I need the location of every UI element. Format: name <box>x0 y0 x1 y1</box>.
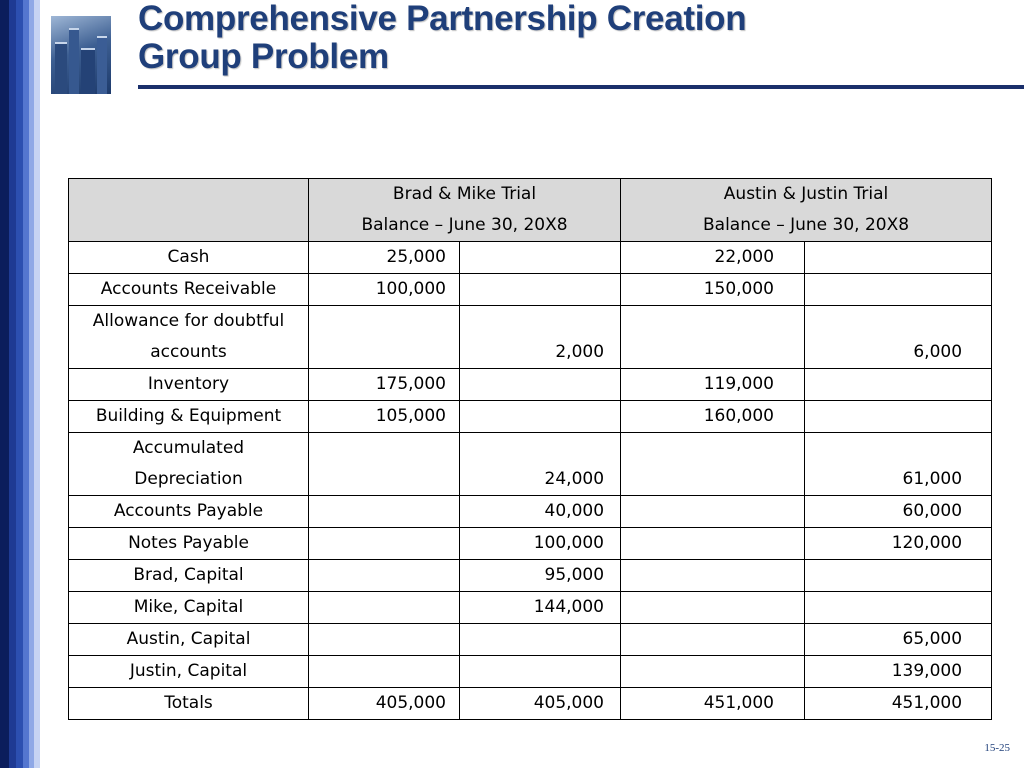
header-brad-mike-line1: Brad & Mike Trial <box>392 184 537 204</box>
table-row <box>69 433 992 496</box>
brad-mike-credit-cell: 40,000 <box>460 496 621 528</box>
austin-justin-debit-cell <box>621 496 805 528</box>
table-row <box>69 306 992 369</box>
account-label-line: Accounts Payable <box>113 501 264 521</box>
account-label <box>69 369 309 401</box>
brad-mike-debit-cell <box>309 496 460 528</box>
table-row <box>69 560 992 592</box>
austin-justin-debit-cell: 22,000 <box>621 242 805 274</box>
account-label <box>69 656 309 688</box>
account-label <box>69 274 309 306</box>
account-label-line: Totals <box>164 693 213 713</box>
trial-balance-table <box>68 178 992 720</box>
account-label-line: Cash <box>167 247 210 267</box>
austin-justin-credit-cell <box>805 592 992 624</box>
austin-justin-debit-cell: 451,000 <box>621 688 805 720</box>
account-label <box>69 401 309 433</box>
austin-justin-credit-cell: 120,000 <box>805 528 992 560</box>
austin-justin-credit-cell: 61,000 <box>805 433 992 496</box>
title-underline <box>138 85 1024 89</box>
brad-mike-credit-cell: 405,000 <box>460 688 621 720</box>
table-row <box>69 688 992 720</box>
account-label <box>69 433 309 496</box>
account-label <box>69 592 309 624</box>
table-row <box>69 496 992 528</box>
austin-justin-debit-cell: 150,000 <box>621 274 805 306</box>
brad-mike-debit-cell <box>309 624 460 656</box>
austin-justin-debit-cell <box>621 528 805 560</box>
brad-mike-credit-cell <box>460 369 621 401</box>
austin-justin-debit-cell: 119,000 <box>621 369 805 401</box>
page-number: 15-25 <box>984 742 1010 754</box>
austin-justin-credit-cell: 139,000 <box>805 656 992 688</box>
account-label-line: Austin, Capital <box>126 629 251 649</box>
account-label-line: Building & Equipment <box>95 406 282 426</box>
header-austin-justin <box>621 179 992 242</box>
left-accent-stripes <box>0 0 40 768</box>
table-header-row <box>69 179 992 242</box>
brad-mike-debit-cell <box>309 656 460 688</box>
account-label-line: Allowance for doubtful <box>92 311 285 331</box>
title-line-1: Comprehensive Partnership Creation <box>138 0 747 38</box>
austin-justin-credit-cell: 6,000 <box>805 306 992 369</box>
table-row <box>69 528 992 560</box>
table-row <box>69 242 992 274</box>
austin-justin-credit-cell: 451,000 <box>805 688 992 720</box>
brad-mike-credit-cell: 24,000 <box>460 433 621 496</box>
brad-mike-debit-cell: 25,000 <box>309 242 460 274</box>
brad-mike-debit-cell <box>309 560 460 592</box>
austin-justin-credit-cell <box>805 274 992 306</box>
brad-mike-debit-cell: 105,000 <box>309 401 460 433</box>
table-row <box>69 592 992 624</box>
table-row <box>69 624 992 656</box>
account-label <box>69 688 309 720</box>
brad-mike-debit-cell: 100,000 <box>309 274 460 306</box>
account-label <box>69 624 309 656</box>
austin-justin-credit-cell <box>805 560 992 592</box>
austin-justin-debit-cell: 160,000 <box>621 401 805 433</box>
account-label <box>69 528 309 560</box>
brad-mike-credit-cell <box>460 274 621 306</box>
header-austin-justin-line2: Balance – June 30, 20X8 <box>702 215 910 235</box>
austin-justin-debit-cell <box>621 624 805 656</box>
brad-mike-debit-cell <box>309 592 460 624</box>
austin-justin-debit-cell <box>621 656 805 688</box>
austin-justin-debit-cell <box>621 433 805 496</box>
title-line-2: Group Problem <box>138 37 389 76</box>
account-label <box>69 560 309 592</box>
brad-mike-debit-cell: 175,000 <box>309 369 460 401</box>
account-label-line: Depreciation <box>134 469 243 489</box>
austin-justin-credit-cell: 65,000 <box>805 624 992 656</box>
header-brad-mike <box>309 179 621 242</box>
austin-justin-credit-cell <box>805 401 992 433</box>
austin-justin-credit-cell: 60,000 <box>805 496 992 528</box>
table-row <box>69 369 992 401</box>
brad-mike-credit-cell: 2,000 <box>460 306 621 369</box>
austin-justin-debit-cell <box>621 560 805 592</box>
austin-justin-credit-cell <box>805 242 992 274</box>
textbook-cover-icon <box>51 16 111 94</box>
brad-mike-credit-cell <box>460 624 621 656</box>
account-label-line: Accounts Receivable <box>100 279 277 299</box>
header-blank-cell <box>69 179 309 242</box>
header-brad-mike-line2: Balance – June 30, 20X8 <box>361 215 568 235</box>
austin-justin-debit-cell <box>621 592 805 624</box>
brad-mike-debit-cell <box>309 528 460 560</box>
brad-mike-credit-cell: 95,000 <box>460 560 621 592</box>
austin-justin-debit-cell <box>621 306 805 369</box>
account-label-line: Inventory <box>147 374 230 394</box>
slide-title <box>138 0 1008 76</box>
table-row <box>69 656 992 688</box>
brad-mike-debit-cell <box>309 306 460 369</box>
brad-mike-credit-cell: 100,000 <box>460 528 621 560</box>
brad-mike-credit-cell <box>460 242 621 274</box>
account-label <box>69 496 309 528</box>
austin-justin-credit-cell <box>805 369 992 401</box>
account-label-line: accounts <box>150 342 227 362</box>
table-row <box>69 274 992 306</box>
account-label-line: Justin, Capital <box>129 661 248 681</box>
brad-mike-credit-cell: 144,000 <box>460 592 621 624</box>
account-label-line: Accumulated <box>132 438 245 458</box>
account-label-line: Mike, Capital <box>133 597 244 617</box>
header-austin-justin-line1: Austin & Justin Trial <box>723 184 889 204</box>
account-label-line: Notes Payable <box>128 533 249 553</box>
account-label <box>69 242 309 274</box>
brad-mike-debit-cell <box>309 433 460 496</box>
table-row <box>69 401 992 433</box>
account-label <box>69 306 309 369</box>
brad-mike-credit-cell <box>460 401 621 433</box>
account-label-line: Brad, Capital <box>133 565 244 585</box>
brad-mike-credit-cell <box>460 656 621 688</box>
brad-mike-debit-cell: 405,000 <box>309 688 460 720</box>
